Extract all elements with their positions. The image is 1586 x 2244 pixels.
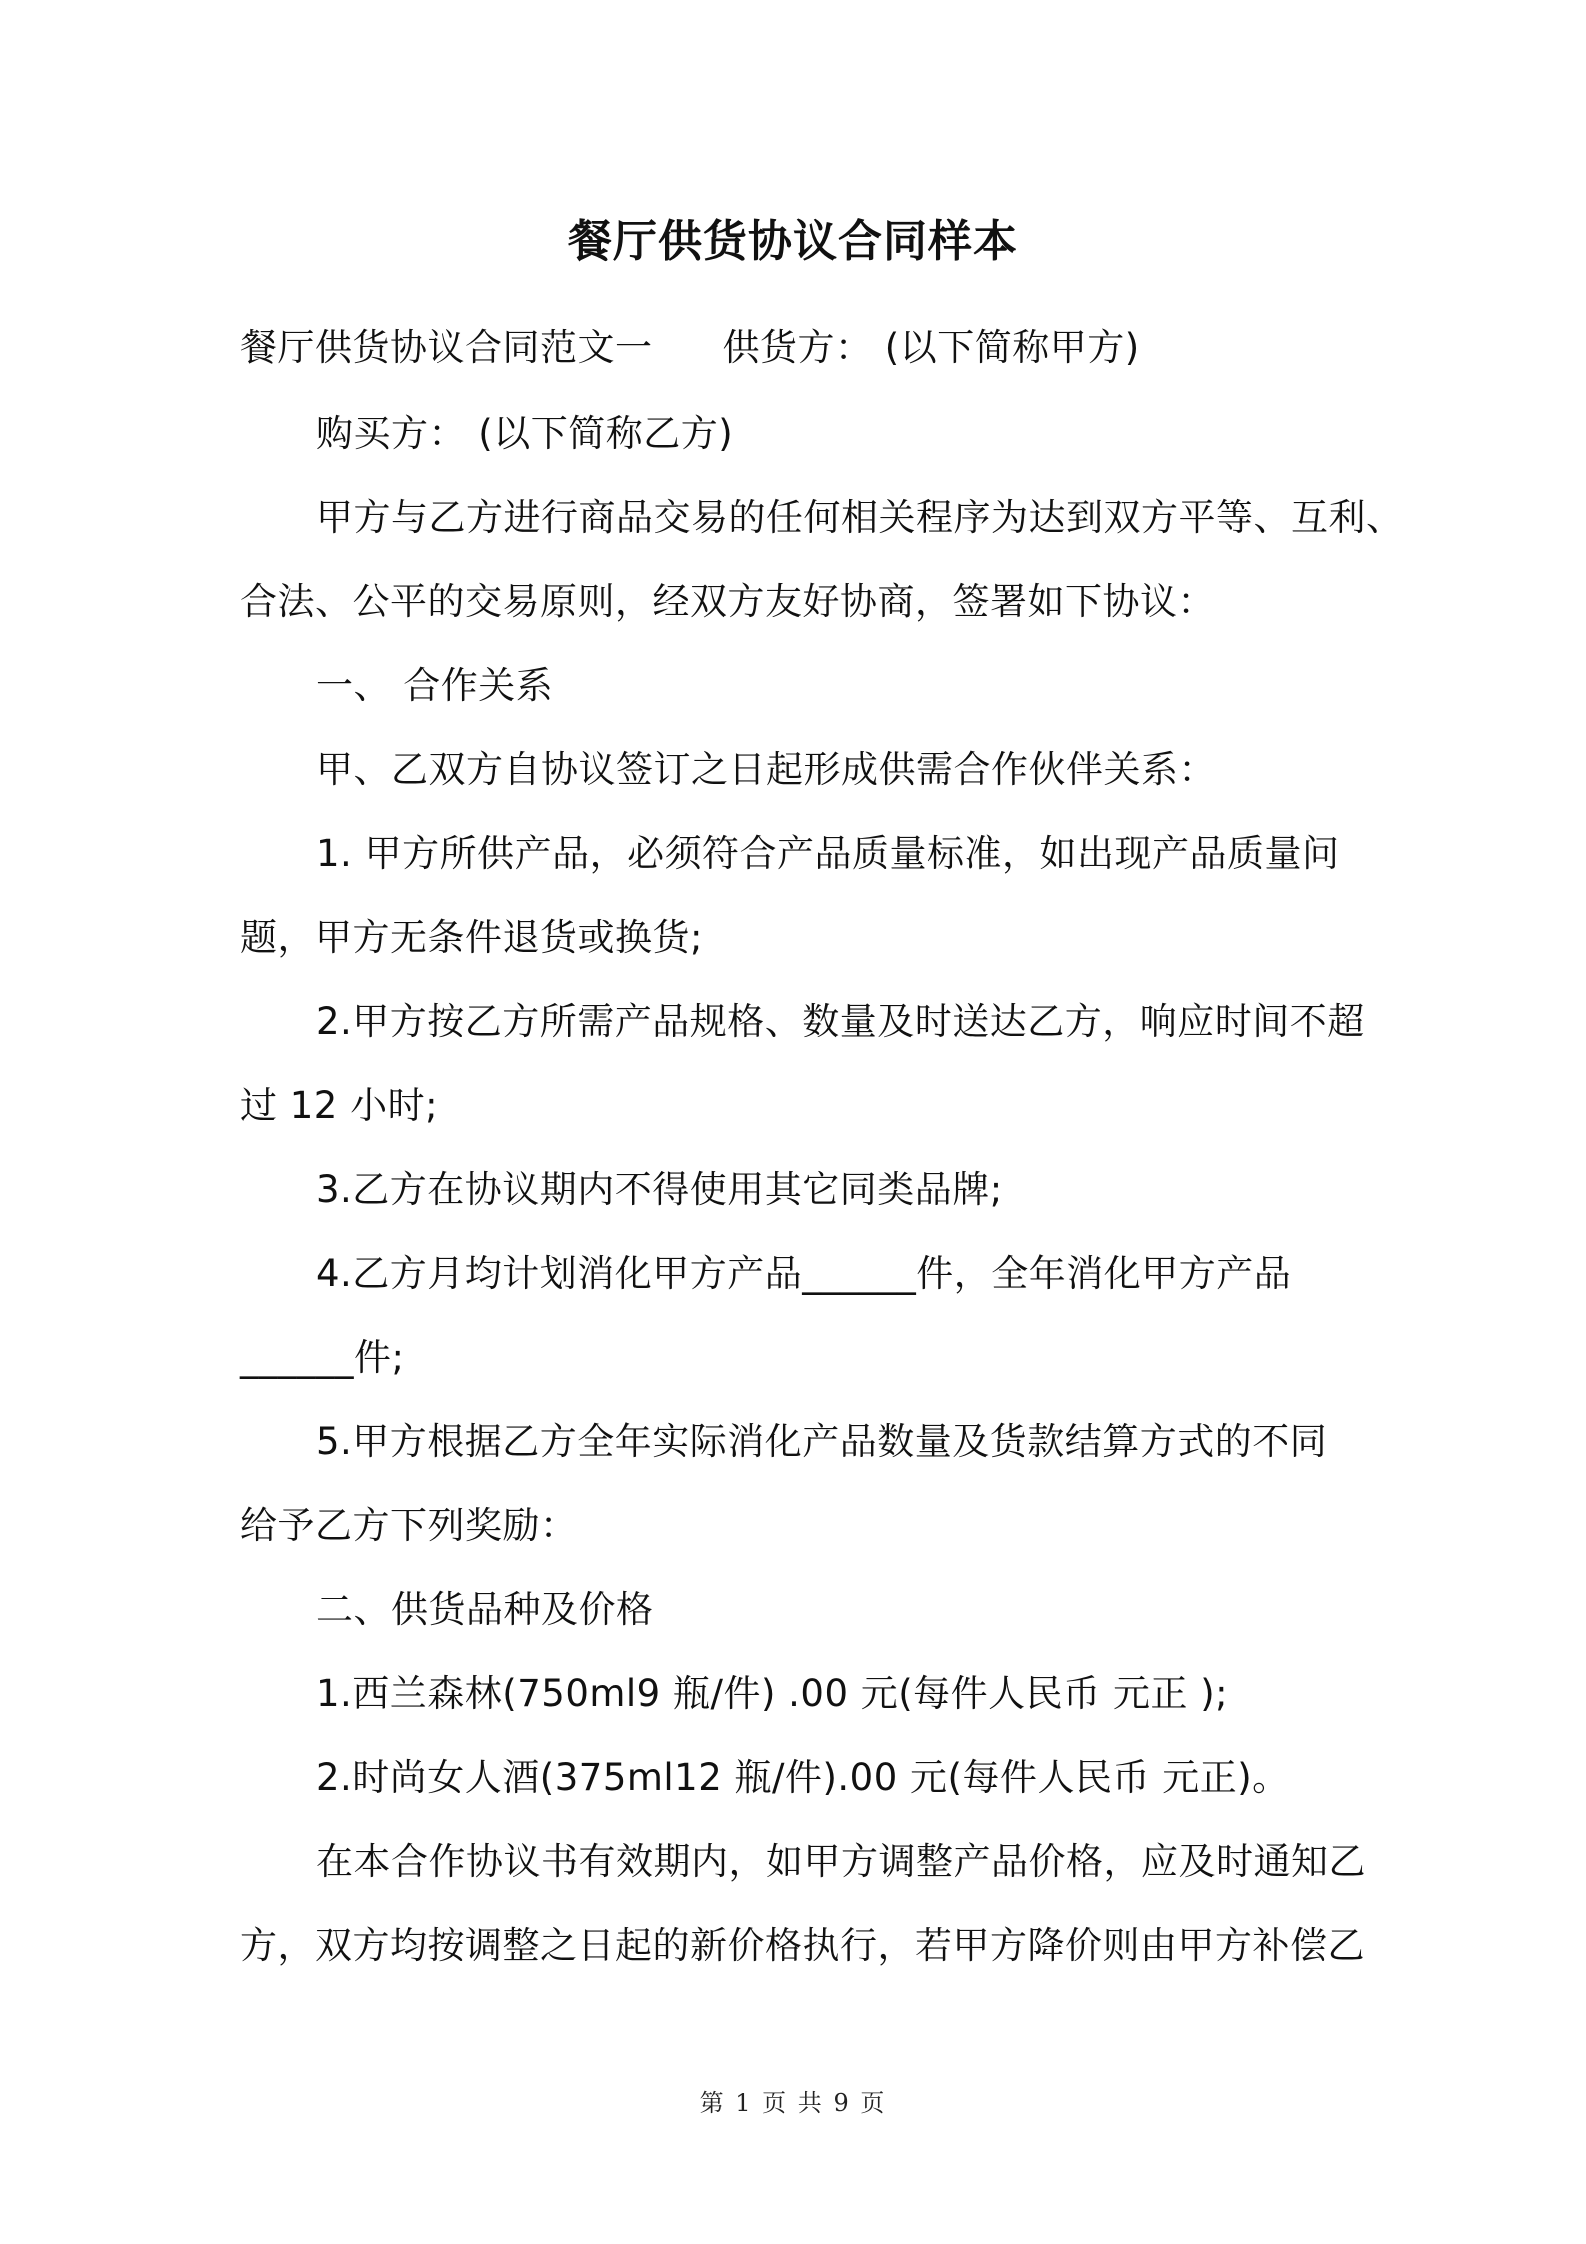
page-footer: 第 1 页 共 9 页 — [699, 2089, 887, 2117]
clause-line: 给予乙方下列奖励： — [240, 1504, 578, 1547]
clause-line: 4.乙方月均计划消化甲方产品______件，全年消化甲方产品 — [316, 1252, 1292, 1295]
section-heading: 一、 合作关系 — [316, 664, 554, 707]
clause-line: 题，甲方无条件退货或换货; — [240, 916, 703, 959]
header-line — [240, 322, 1140, 374]
clause-line: 1. 甲方所供产品，必须符合产品质量标准，如出现产品质量问 — [316, 832, 1340, 875]
price-line: 2.时尚女人酒(375ml12 瓶/件).00 元(每件人民币 元正)。 — [316, 1756, 1290, 1799]
clause-line: 5.甲方根据乙方全年实际消化产品数量及货款结算方式的不同 — [316, 1420, 1328, 1463]
paragraph-line: 方，双方均按调整之日起的新价格执行，若甲方降价则由甲方补偿乙 — [240, 1924, 1365, 1967]
document-title: 餐厅供货协议合同样本 — [568, 216, 1018, 267]
clause-line: ______件; — [240, 1336, 405, 1379]
supplier-label: 供货方： (以下简称甲方) — [722, 326, 1140, 369]
section-heading: 二、供货品种及价格 — [316, 1588, 654, 1631]
contract-name: 餐厅供货协议合同范文一 — [240, 326, 653, 369]
clause-line: 2.甲方按乙方所需产品规格、数量及时送达乙方，响应时间不超 — [316, 1000, 1365, 1043]
paragraph-line: 甲、乙双方自协议签订之日起形成供需合作伙伴关系： — [316, 748, 1216, 791]
price-line: 1.西兰森林(750ml9 瓶/件) .00 元(每件人民币 元正 ); — [316, 1672, 1229, 1715]
clause-line: 3.乙方在协议期内不得使用其它同类品牌; — [316, 1168, 1003, 1211]
clause-line: 过 12 小时; — [240, 1084, 439, 1127]
paragraph-line: 在本合作协议书有效期内，如甲方调整产品价格，应及时通知乙 — [316, 1840, 1366, 1883]
buyer-line: 购买方： (以下简称乙方) — [316, 412, 734, 455]
paragraph-line: 合法、公平的交易原则，经双方友好协商，签署如下协议： — [240, 580, 1215, 623]
paragraph-line: 甲方与乙方进行商品交易的任何相关程序为达到双方平等、互利、 — [316, 496, 1404, 539]
